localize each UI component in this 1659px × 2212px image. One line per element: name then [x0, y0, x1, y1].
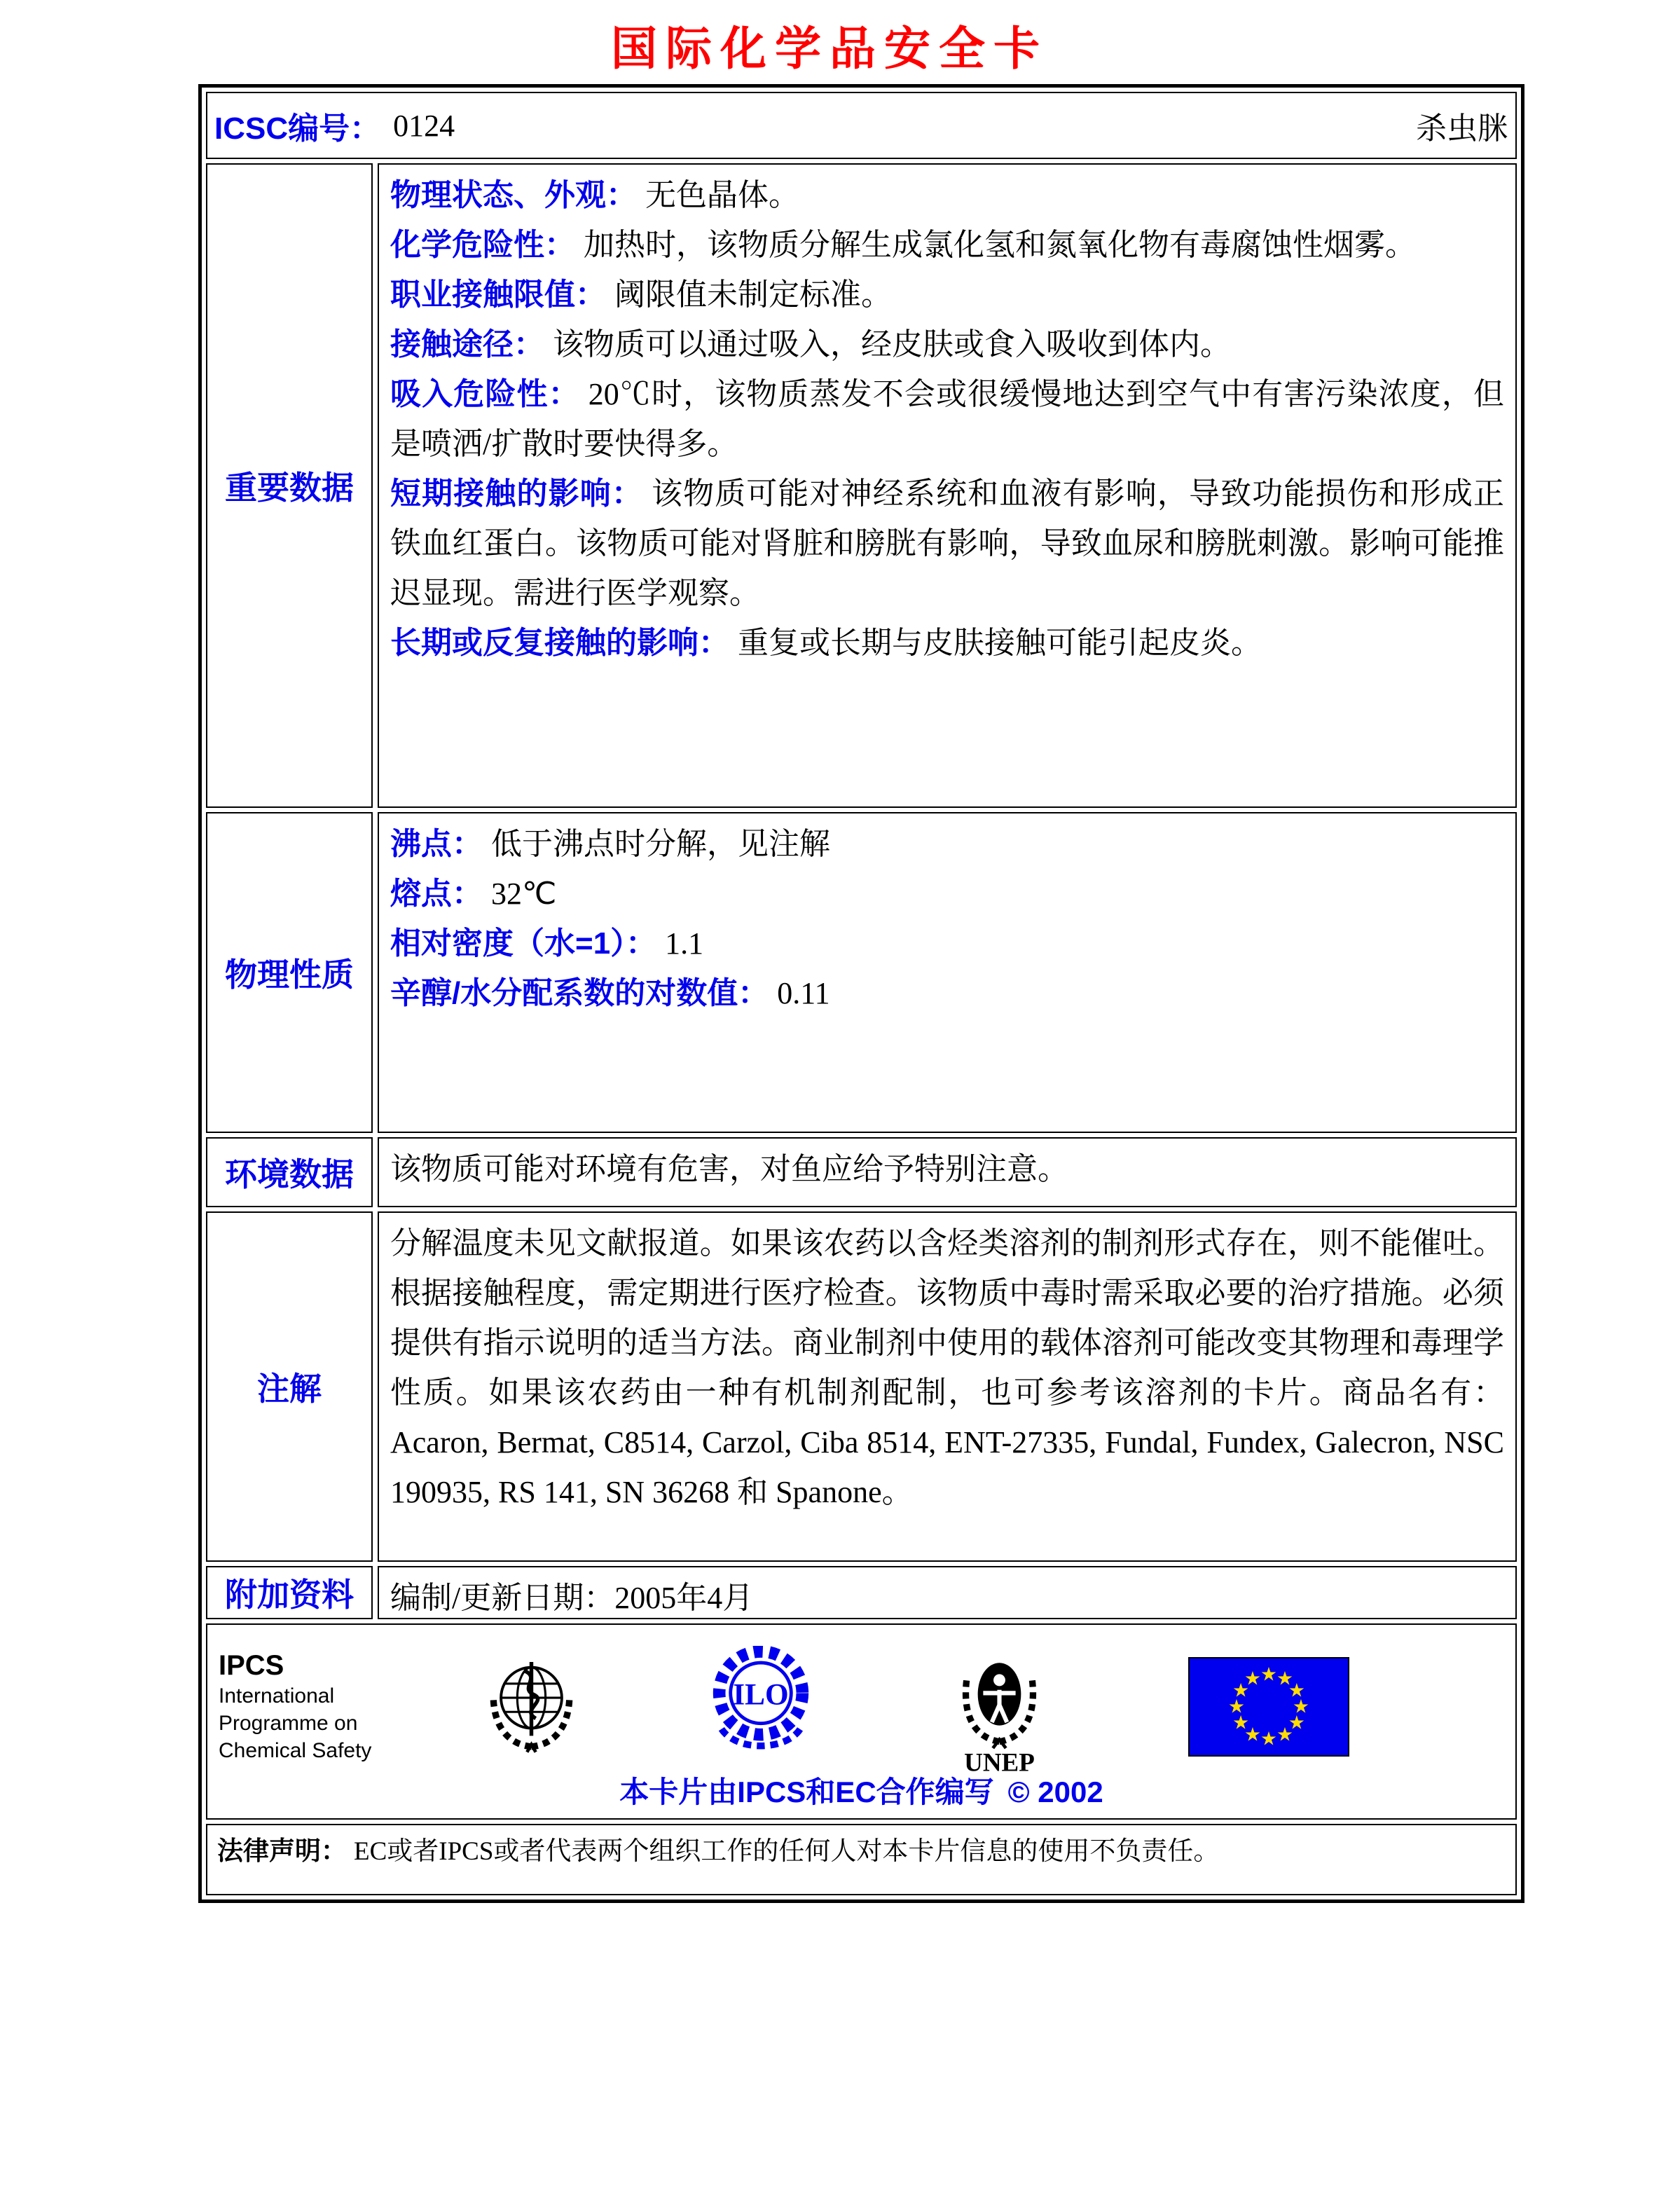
footer-caption: [207, 1769, 1515, 1811]
physical-property-item: [390, 968, 1504, 1018]
physical-property-item: [390, 819, 1504, 869]
footer-copyright: © 2002: [1007, 1775, 1103, 1808]
eu-flag-star: ★: [1288, 1712, 1305, 1734]
ipcs-subtitle-line: Programme on: [219, 1712, 358, 1735]
who-logo-icon: [477, 1649, 586, 1764]
notes-text: 分解温度未见文献报道。如果该农药以含烃类溶剂的制剂形式存在，则不能催吐。根据接触程度，需定期进行医疗检查。该物质中毒时需采取必要的治疗措施。必须提供有指示说明的适当方法。商业制剂中使用的载体溶剂可能改变其物理和毒理学性质。如果该农药由一种有机制剂配制，也可参考该溶剂的卡片。商品名有：Acaron, Bermat, C8514, Carzol, Ciba 8514, ENT-27335, Fundal, Fundex, Galecron, NSC 190935, RS 141, SN 36268 和 Spanone。: [390, 1226, 1504, 1509]
legal-text: EC或者IPCS或者代表两个组织工作的任何人对本卡片信息的使用不负责任。: [354, 1837, 1220, 1866]
physical-properties-row: [206, 812, 1517, 1133]
item-text: 32℃: [491, 877, 557, 911]
additional-info-row: [206, 1566, 1517, 1619]
important-data-row: [206, 163, 1517, 808]
eu-flag-star: ★: [1288, 1679, 1305, 1702]
page-title: 国际化学品安全卡: [611, 24, 1048, 75]
item-label: 化学危险性：: [390, 228, 575, 262]
eu-flag-icon: [1188, 1657, 1349, 1757]
item-label: 沸点：: [390, 827, 483, 861]
important-data-item: [390, 369, 1504, 469]
header-row: [206, 92, 1517, 159]
item-text: 无色晶体。: [645, 178, 799, 212]
eu-flag-star: ★: [1227, 1696, 1246, 1718]
item-label: 短期接触的影响：: [390, 476, 643, 511]
footer-caption-text: 本卡片由IPCS和EC合作编写: [619, 1775, 994, 1808]
additional-info-section-label: 附加资料: [206, 1566, 373, 1619]
physical-property-item: [390, 869, 1504, 919]
icsc-table: [198, 84, 1524, 1903]
icsc-number-group: [214, 103, 455, 148]
ipcs-subtitle-line: Chemical Safety: [219, 1739, 372, 1762]
eu-flag-star: ★: [1232, 1712, 1250, 1734]
important-data-item: [390, 170, 1504, 220]
header-cell: [206, 92, 1517, 159]
physical-properties-content: [378, 812, 1517, 1133]
legal-label: 法律声明：: [217, 1836, 347, 1865]
eu-flag-star: ★: [1276, 1724, 1294, 1746]
physical-property-item: [390, 919, 1504, 968]
important-data-item: [390, 469, 1504, 618]
ipcs-block: [219, 1649, 371, 1764]
notes-section-label: 注解: [206, 1211, 373, 1562]
ipcs-subtitle-line: International: [219, 1684, 335, 1708]
item-label: 辛醇/水分配系数的对数值：: [390, 976, 769, 1010]
notes-content: [378, 1211, 1517, 1562]
important-data-content: [378, 163, 1517, 808]
item-text: 该物质可能对神经系统和血液有影响，导致功能损伤和形成正铁血红蛋白。该物质可能对肾脏和膀胱有影响，导致血尿和膀胱刺激。影响可能推迟显现。需进行医学观察。: [390, 476, 1505, 610]
ilo-logo-icon: [698, 1646, 824, 1765]
eu-flag-star: ★: [1260, 1728, 1278, 1750]
item-text: 低于沸点时分解，见注解: [491, 827, 830, 861]
item-label: 职业接触限值：: [390, 277, 606, 312]
item-text: 1.1: [665, 926, 704, 961]
important-data-item: [390, 220, 1504, 270]
item-text: 0.11: [777, 976, 830, 1010]
icsc-number-label: ICSC编号：: [214, 111, 381, 146]
logos-row: [206, 1623, 1517, 1820]
item-label: 吸入危险性：: [390, 377, 580, 411]
environmental-data-content: [378, 1137, 1517, 1207]
ilo-logo-text: ILO: [733, 1677, 789, 1712]
item-label: 物理状态、外观：: [390, 178, 637, 212]
important-data-section-label: 重要数据: [206, 163, 373, 808]
item-text: 20℃时，该物质蒸发不会或很缓慢地达到空气中有害污染浓度，但是喷洒/扩散时要快得多。: [390, 377, 1505, 461]
chemical-name: 杀虫脒: [1416, 111, 1508, 146]
important-data-item: [390, 618, 1504, 668]
item-text: 该物质可以通过吸入，经皮肤或食入吸收到体内。: [553, 327, 1231, 362]
unep-logo-text: UNEP: [964, 1748, 1035, 1774]
item-label: 熔点：: [390, 877, 483, 911]
eu-flag-star: ★: [1276, 1668, 1294, 1690]
eu-flag-star: ★: [1260, 1663, 1278, 1686]
environmental-data-text: 该物质可能对环境有危害，对鱼应给予特别注意。: [390, 1152, 1068, 1186]
eu-flag-star: ★: [1292, 1696, 1310, 1718]
notes-row: [206, 1211, 1517, 1562]
environmental-data-row: [206, 1137, 1517, 1207]
legal-cell: [206, 1824, 1517, 1895]
icsc-number-value: 0124: [393, 108, 455, 143]
additional-info-text: 编制/更新日期：2005年4月: [390, 1581, 754, 1615]
environmental-data-section-label: 环境数据: [206, 1137, 373, 1207]
additional-info-content: [378, 1566, 1517, 1619]
eu-flag-star: ★: [1244, 1724, 1262, 1746]
unep-logo-icon: [942, 1644, 1057, 1774]
item-text: 重复或长期与皮肤接触可能引起皮炎。: [738, 626, 1262, 660]
important-data-item: [390, 320, 1504, 369]
item-label: 相对密度（水=1）：: [390, 926, 657, 961]
item-text: 加热时，该物质分解生成氯化氢和氮氧化物有毒腐蚀性烟雾。: [584, 228, 1416, 262]
logos-cell: [206, 1623, 1517, 1820]
eu-flag-star: ★: [1244, 1668, 1262, 1690]
item-text: 阈限值未制定标准。: [614, 277, 892, 312]
item-label: 长期或反复接触的影响：: [390, 626, 729, 660]
important-data-item: [390, 270, 1504, 320]
item-label: 接触途径：: [390, 327, 544, 362]
eu-flag-star: ★: [1232, 1679, 1250, 1702]
physical-properties-section-label: 物理性质: [206, 812, 373, 1133]
ipcs-title: IPCS: [219, 1650, 284, 1681]
legal-row: [206, 1824, 1517, 1895]
